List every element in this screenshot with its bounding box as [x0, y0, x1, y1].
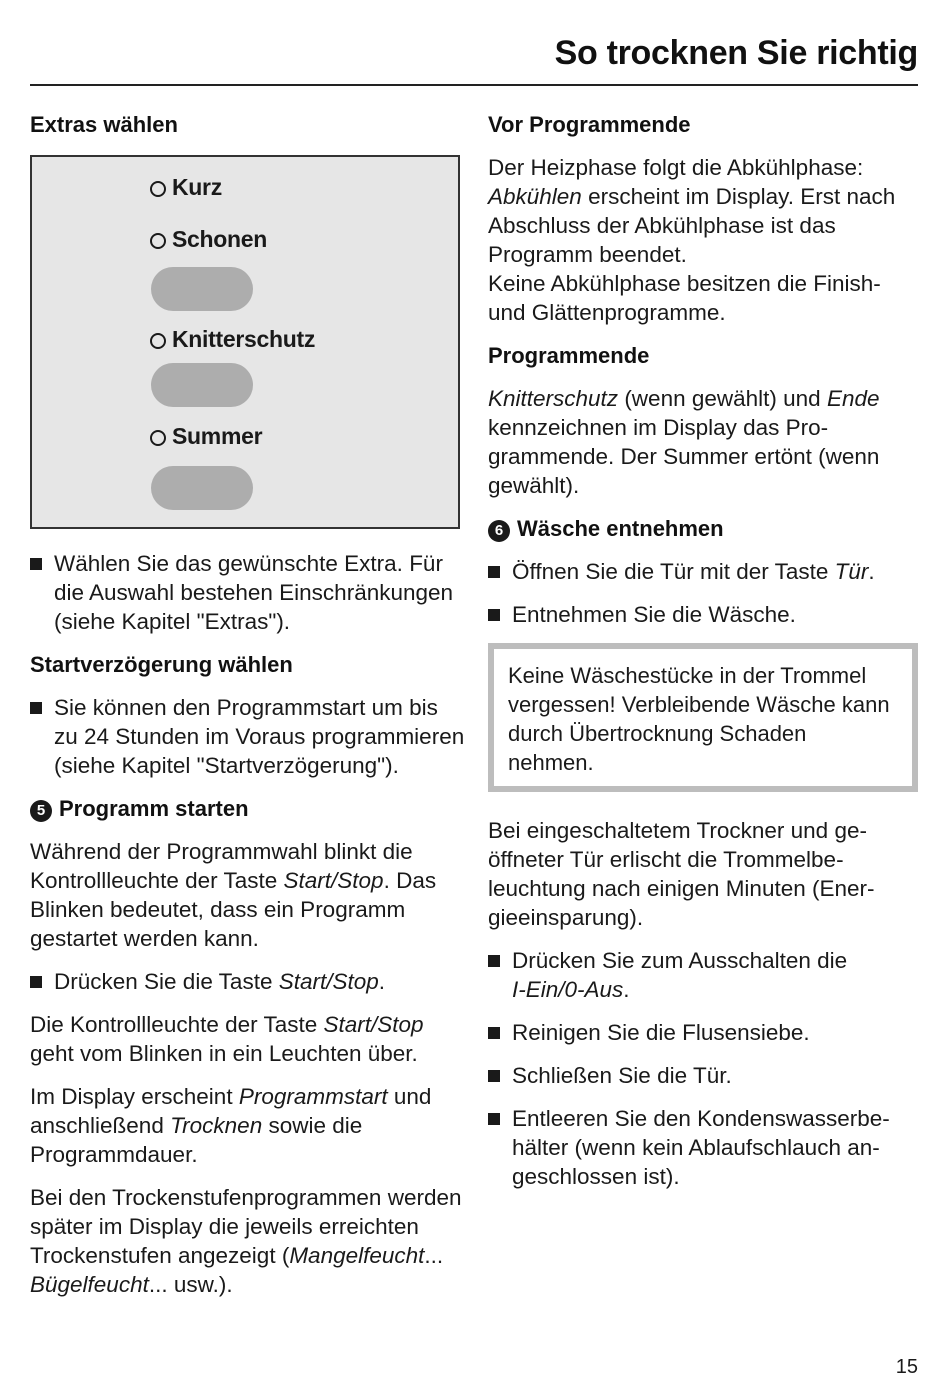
paragraph: Der Heizphase folgt die Abkühlphase: Abkühlen erscheint im Display. Erst nach Abschluss der Abkühlphase ist das Programm beendet. Keine Abkühlphase besitzen die Finish- und Glättenprogramme.: [488, 155, 896, 325]
list-item: Öffnen Sie die Tür mit der Taste Tür.: [488, 557, 918, 586]
step5-heading: 5 Programm starten: [30, 794, 465, 823]
indicator-light-icon: [150, 181, 166, 197]
knitterschutz-button[interactable]: [151, 363, 253, 407]
summer-button[interactable]: [151, 466, 253, 510]
list-item: Drücken Sie zum Ausschalten die I-Ein/0-Aus.: [488, 946, 918, 1004]
step6-heading: 6 Wäsche entnehmen: [488, 514, 918, 543]
option-summer: [150, 422, 262, 451]
list-item: Schließen Sie die Tür.: [488, 1061, 918, 1090]
bullet-icon: [488, 1027, 500, 1039]
start-list: [30, 967, 465, 996]
end-heading: Programmende: [488, 343, 650, 368]
finish-list: [488, 946, 918, 1191]
indicator-light-icon: [150, 430, 166, 446]
option-knitterschutz: [150, 325, 315, 354]
list-item: Drücken Sie die Taste Start/Stop.: [30, 967, 465, 996]
bullet-icon: [488, 566, 500, 578]
delay-list: [30, 693, 465, 780]
paragraph: Im Display erscheint Programmstart und anschließend Trocknen sowie die Programmdauer.: [30, 1084, 432, 1167]
unload-list: [488, 557, 918, 629]
option-summer-label: Summer: [172, 423, 263, 449]
bullet-icon: [488, 955, 500, 967]
page-header: [30, 32, 918, 86]
paragraph: Die Kontrollleuchte der Taste Start/Stop geht vom Blinken in ein Leuchten über.: [30, 1012, 424, 1066]
bullet-icon: [488, 1113, 500, 1125]
bullet-icon: [488, 609, 500, 621]
option-schonen-label: Schonen: [172, 226, 268, 252]
extras-control-panel: [30, 155, 460, 529]
option-kurz-label: Kurz: [172, 174, 222, 200]
option-knitterschutz-label: Knitterschutz: [172, 326, 316, 352]
bullet-icon: [30, 702, 42, 714]
option-schonen: [150, 225, 267, 254]
list-item: Wählen Sie das gewünschte Extra. Für die Auswahl bestehen Einschränkungen (siehe Kapitel "Extras").: [30, 549, 465, 636]
list-item: Entnehmen Sie die Wäsche.: [488, 600, 918, 629]
paragraph: Während der Programmwahl blinkt die Kontrollleuchte der Taste Start/Stop. Das Blinken bedeutet, dass ein Programm gestartet werden kann.: [30, 839, 437, 951]
step-number-icon: 5: [30, 800, 52, 822]
indicator-light-icon: [150, 233, 166, 249]
page-number: 15: [895, 1356, 918, 1378]
option-kurz: [150, 173, 222, 202]
left-column: [30, 110, 465, 1313]
extras-heading: Extras wählen: [30, 112, 178, 137]
warning-note: Keine Wäschestücke in der Trommel vergessen! Verbleibende Wäsche kann durch Übertrocknung Schaden nehmen.: [488, 643, 918, 792]
paragraph: Bei den Trockenstufenprogrammen werden später im Display die jeweils erreichten Trockenstufen angezeigt (Mangelfeucht... Bügelfeucht... usw.).: [30, 1185, 462, 1297]
pre-end-heading: Vor Programmende: [488, 112, 691, 137]
page-title: So trocknen Sie richtig: [554, 34, 918, 72]
list-item: Sie können den Programmstart um bis zu 24 Stunden im Voraus programmieren (siehe Kapitel "Startverzögerung").: [30, 693, 465, 780]
delay-heading: Startverzögerung wählen: [30, 652, 293, 677]
paragraph: Bei eingeschaltetem Trockner und geöffneter Tür erlischt die Trommelbeleuchtung nach einigen Minuten (Energieeinsparung).: [488, 818, 875, 930]
bullet-icon: [30, 976, 42, 988]
paragraph: Knitterschutz (wenn gewählt) und Ende kennzeichnen im Display das Programmende. Der Summer ertönt (wenn gewählt).: [488, 386, 880, 498]
indicator-light-icon: [150, 333, 166, 349]
list-item: Entleeren Sie den Kondenswasserbehälter (wenn kein Ablaufschlauch angeschlossen ist).: [488, 1104, 918, 1191]
bullet-icon: [30, 558, 42, 570]
right-column: [488, 110, 918, 1205]
list-item: Reinigen Sie die Flusensiebe.: [488, 1018, 918, 1047]
step-number-icon: 6: [488, 520, 510, 542]
bullet-icon: [488, 1070, 500, 1082]
extras-list: [30, 549, 465, 636]
schonen-button[interactable]: [151, 267, 253, 311]
